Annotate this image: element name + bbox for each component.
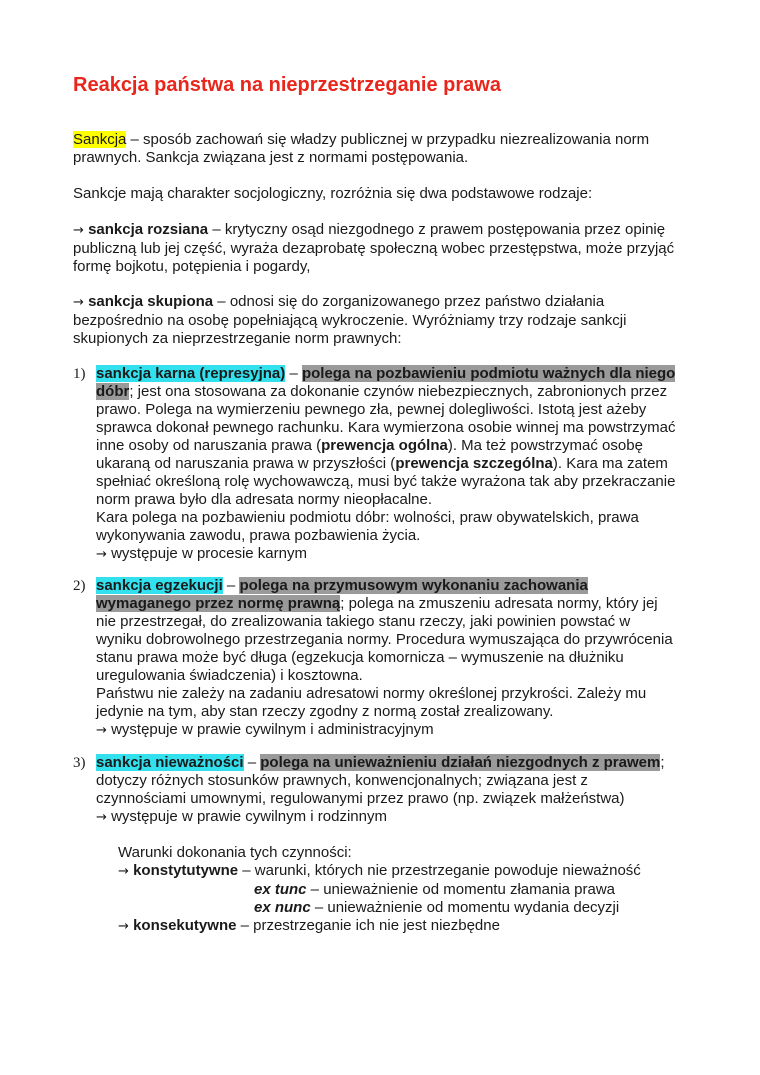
sankcja-definition: Sankcja – sposób zachowań się władzy publicznej w przypadku niezrealizowania norm prawnych. Sankcja związana jest z normami postępowania.: [73, 131, 650, 166]
list-item-sankcja-niewaznosci: sankcja nieważności – polega na unieważnieniu działań niezgodnych z prawem; dotyczy różnych stosunków prawnych, konwencjonalnych; związana jest z czynnościami umownymi, regulowanymi przez prawo (np. związek małżeństwa) → występuje w prawie cywilnym i rodzinnym: [96, 754, 665, 825]
conditions-heading: Warunki dokonania tych czynności:: [118, 844, 352, 861]
sankcja-niewaznosci-term: sankcja nieważności: [96, 754, 244, 771]
types-intro: Sankcje mają charakter socjologiczny, rozróżnia się dwa podstawowe rodzaje:: [73, 185, 593, 202]
page-title: Reakcja państwa na nieprzestrzeganie prawa: [73, 74, 501, 96]
sankcja-karna-term: sankcja karna (represyjna): [96, 365, 286, 382]
list-number-3: 3): [73, 755, 86, 771]
arrow-right-icon: →: [118, 919, 129, 934]
list-item-sankcja-egzekucji: sankcja egzekucji – polega na przymusowym wykonaniu zachowania wymaganego przez normę prawną; polega na zmuszeniu adresata normy, który jej nie przestrzegał, do zrealizowania takiego stanu rzeczy, jaki powinien powstać w wyniku dobrowolnego przestrzegania normy. Procedura wymuszająca do przywrócenia stanu prawa może być długa (egzekucja komornicza – wymuszenie na dłużniku uregulowania świadczenia) i kosztowna. Państwu nie zależy na zadaniu adresatowi normy określonej przykrości. Zależy mu jedynie na tym, aby stan rzeczy zgodny z normą został zrealizowany. → występuje w prawie cywilnym i administracyjnym: [96, 577, 673, 738]
sankcja-term: Sankcja: [73, 131, 127, 148]
list-number-2: 2): [73, 578, 86, 594]
arrow-right-icon: →: [118, 864, 129, 879]
list-number-1: 1): [73, 366, 86, 382]
arrow-right-icon: →: [96, 723, 107, 738]
arrow-right-icon: →: [73, 223, 84, 238]
sankcja-rozsiana: → sankcja rozsiana – krytyczny osąd niezgodnego z prawem postępowania przez opinię publiczną lub jej część, wyraża dezaprobatę społeczną wobec przestępstwa, może przyjąć formę bojkotu, potępienia i pogardy,: [73, 221, 675, 275]
arrow-right-icon: →: [96, 547, 107, 562]
arrow-right-icon: →: [73, 295, 84, 310]
arrow-right-icon: →: [96, 810, 107, 825]
list-item-sankcja-karna: sankcja karna (represyjna) – polega na pozbawieniu podmiotu ważnych dla niego dóbr; jest ona stosowana za dokonanie czynów niebezpiecznych, zabronionych przez prawo. Polega na wymierzeniu pewnego zła, pewnej dolegliwości. Istotą jest ażeby sprawca dokonał pewnego rachunku. Kara wymierzona osobie winnej ma powstrzymać inne osoby od naruszania prawa (prewencja ogólna). Ma też powstrzymać osobę ukaraną od naruszania prawa w przyszłości (prewencja szczególna). Kara ma zatem spełniać określoną rolę wychowawczą, musi być także wyrażona tak aby przekraczanie norm prawa było dla adresata normy nieopłacalne. Kara polega na pozbawieniu podmiotu dóbr: wolności, praw obywatelskich, prawa wykonywania zawodu, prawa pozbawienia życia. → występuje w procesie karnym: [96, 365, 676, 562]
sankcja-skupiona: → sankcja skupiona – odnosi się do zorganizowanego przez państwo działania bezpośrednio na osobę popełniającą wykroczenie. Wyróżniamy trzy rodzaje sankcji skupionych za nieprzestrzeganie norm prawnych:: [73, 293, 627, 347]
sankcja-egzekucji-term: sankcja egzekucji: [96, 577, 223, 594]
conditions-block: Warunki dokonania tych czynności: → konstytutywne – warunki, których nie przestrzeganie powoduje nieważność ex tunc – unieważnienie od momentu złamania prawa ex nunc – unieważnienie od momentu wydania decyzji → konsekutywne – przestrzeganie ich nie jest niezbędne: [118, 844, 678, 936]
